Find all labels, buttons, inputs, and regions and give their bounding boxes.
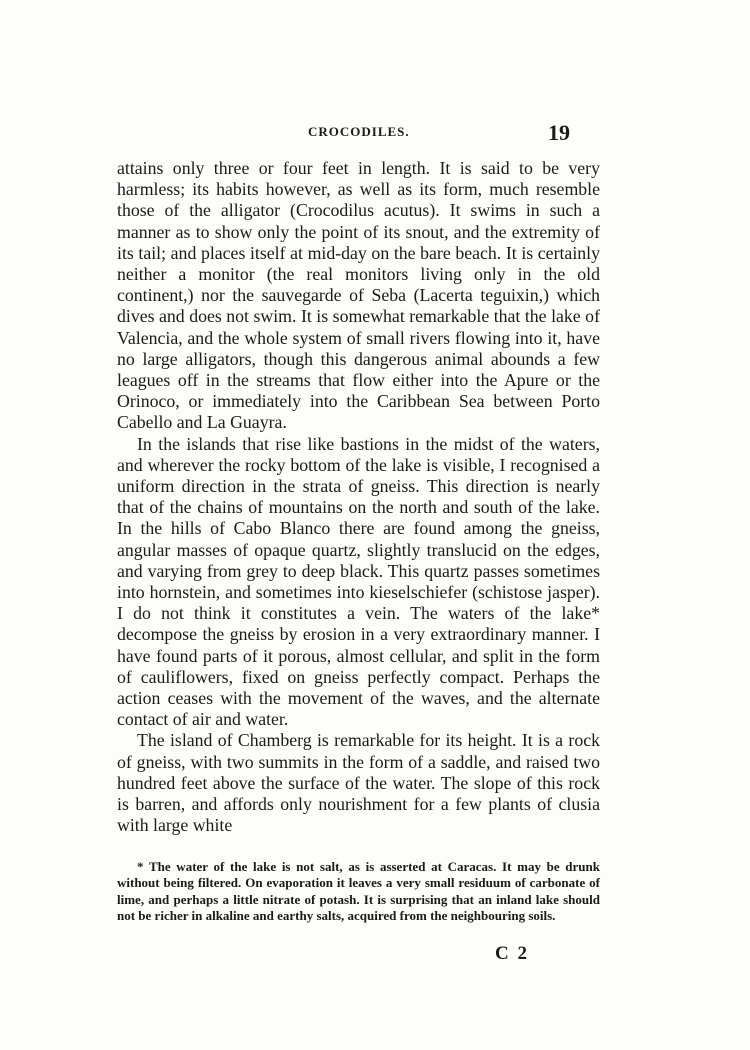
footnotes <box>117 859 600 925</box>
paragraph-island-chamberg: The island of Chamberg is remarkable for its height. It is a rock of gneiss, with two summits in the form of a saddle, and raised two hundred feet above the surface of the water. The slope of this rock is barren, and affords only nourishment for a few plants of clusia with large white <box>117 730 600 836</box>
running-head <box>0 120 750 150</box>
page-number: 19 <box>548 120 570 145</box>
paragraph-gneiss-strata: In the islands that rise like bastions in the midst of the waters, and wherever the rocky bottom of the lake is visible, I recognised a uniform direction in the strata of gneiss. This direction is nearly that of the chains of mountains on the north and south of the lake. In the hills of Cabo Blanco there are found among the gneiss, angular masses of opaque quartz, slightly translucid on the edges, and varying from grey to deep black. This quartz passes sometimes into hornstein, and sometimes into kieselschiefer (schistose jasper). I do not think it constitutes a vein. The waters of the lake* decompose the gneiss by erosion in a very extraordinary manner. I have found parts of it porous, almost cellular, and split in the form of cauliflowers, fixed on gneiss perfectly compact. Perhaps the action ceases with the movement of the waves, and the alternate contact of air and water. <box>117 433 600 730</box>
signature-mark: C 2 <box>495 943 529 964</box>
footnote-lake-water: * The water of the lake is not salt, as is asserted at Caracas. It may be drunk without being filtered. On evaporation it leaves a very small residuum of carbonate of lime, and perhaps a little nitrate of potash. It is surprising that an inland lake should not be richer in alkaline and earthy salts, acquired from the neighbouring soils. <box>117 859 600 924</box>
paragraph-continued: attains only three or four feet in length. It is said to be very harmless; its habits however, as well as its form, much resemble those of the alligator (Crocodilus acutus). It swims in such a manner as to show only the point of its snout, and the extremity of its tail; and places itself at mid-day on the bare beach. It is certainly neither a monitor (the real monitors living only in the old continent,) nor the sauvegarde of Seba (Lacerta teguixin,) which dives and does not swim. It is somewhat remarkable that the lake of Valencia, and the whole system of small rivers flowing into it, have no large alligators, though this dangerous animal abounds a few leagues off in the streams that flow either into the Apure or the Orinoco, or immediately into the Caribbean Sea between Porto Cabello and La Guayra. <box>117 158 600 433</box>
body-text <box>117 158 600 837</box>
running-title: CROCODILES. <box>308 124 410 139</box>
